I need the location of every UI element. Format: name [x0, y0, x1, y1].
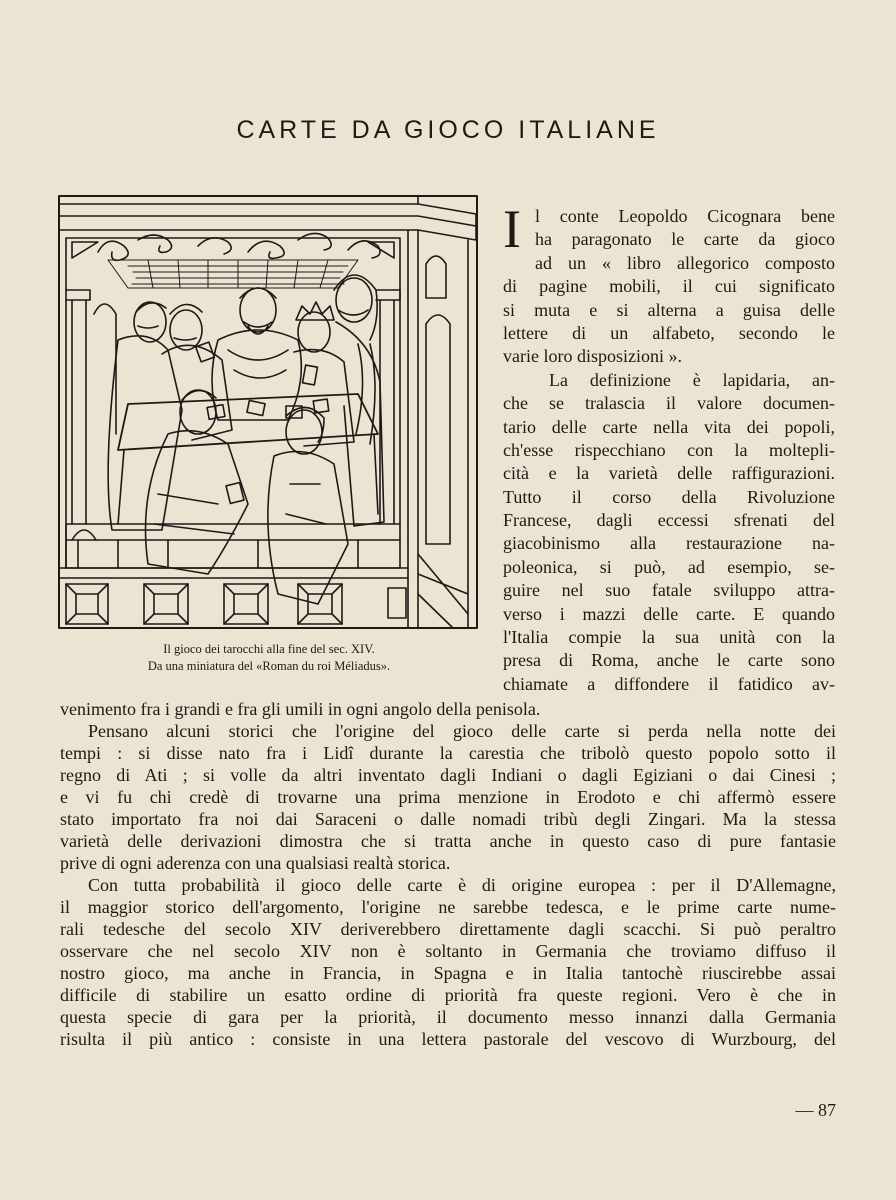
text-line: chiamate a diffondere il fatidico av- [503, 673, 835, 694]
text-line: rali tedesche del secolo XIV deriverebbero direttamente dagli scacchi. Si può peraltro [60, 919, 836, 939]
text-line: questa specie di gara per la priorità, il documento messo innanzi dalla Germania [60, 1007, 836, 1027]
text-line: regno di Ati ; si volle da altri inventato dagli Indiani o dagli Egiziani o dai Cinesi ; [60, 765, 836, 785]
text-line: La definizione è lapidaria, an- [549, 369, 835, 390]
text-line: osservare che nel secolo XIV non è soltanto in Germania che troviamo diffuso il [60, 941, 836, 961]
text-line: l conte Leopoldo Cicognara bene [535, 206, 835, 226]
text-line: risulta il più antico : consiste in una lettera pastorale del vescovo di Wurzbourg, del [60, 1029, 836, 1049]
text-line: di pagine mobili, il cui significato [503, 276, 835, 297]
text-line: nostro gioco, ma anche in Francia, in Spagna e in Italia tantochè riuscirebbe assai [60, 963, 836, 983]
right-column-text [503, 199, 835, 696]
text-line: varietà delle derivazioni dimostra che si tratta anche in questo caso di pure fantasie [60, 831, 836, 851]
text-line: poleonica, si può, ad esempio, se- [503, 556, 835, 577]
text-line: Pensano alcuni storici che l'origine del gioco delle carte si perda nella notte dei [88, 721, 836, 741]
text-line: lettere di un alfabeto, secondo le [503, 322, 835, 343]
text-line: varie loro disposizioni ». [503, 346, 682, 367]
page-number: — 87 [795, 1100, 836, 1120]
text-line: si muta e si alterna a guisa delle [503, 299, 835, 320]
text-line: e vi fu chi credè di trovarne una prima menzione in Erodoto e chi affermò essere [60, 787, 836, 807]
caption-line-1: Il gioco dei tarocchi alla fine del sec. XIV. [163, 642, 375, 656]
text-line: venimento fra i grandi e fra gli umili in ogni angolo della penisola. [60, 699, 541, 719]
text-line: difficile di stabilire un esatto ordine di priorità fra queste regioni. Vero è che in [60, 985, 836, 1005]
drop-cap: I [503, 199, 521, 259]
text-line: il maggior storico dell'argomento, l'origine ne sarebbe tedesca, e le prime carte nume- [60, 897, 836, 917]
text-line: giacobinismo alla restaurazione na- [503, 533, 835, 554]
text-line: tario delle carte nella vita dei popoli, [503, 416, 835, 437]
text-line: ad un « libro allegorico composto [535, 252, 835, 273]
text-line: tempi : si disse nato fra i Lidî durante la carestia che tribolò questo popolo sotto il [60, 743, 836, 763]
full-width-text [60, 698, 836, 1050]
text-line: stato importato fra noi dai Saraceni o dalle nomadi tribù degli Zingari. Ma la stessa [60, 809, 836, 829]
caption-line-2: Da una miniatura del «Roman du roi Méliadus». [147, 659, 391, 673]
page-title: CARTE DA GIOCO ITALIANE [236, 116, 660, 144]
text-line: guire nel suo fatale sviluppo attra- [503, 580, 835, 601]
text-line: Tutto il corso della Rivoluzione [503, 486, 835, 507]
text-line: ha paragonato le carte da gioco [535, 229, 835, 250]
text-line: che se tralascia il valore documen- [503, 393, 835, 414]
text-line: prive di ogni aderenza con una qualsiasi realtà storica. [60, 853, 451, 873]
text-line: Con tutta probabilità il gioco delle carte è di origine europea : per il D'Allemagne, [88, 875, 836, 895]
text-line: ch'esse rispecchiano con la moltepli- [503, 439, 835, 460]
figure-caption [60, 641, 478, 675]
text-line: verso i mazzi delle carte. E quando [503, 603, 835, 624]
text-line: Francese, dagli eccessi sfrenati del [503, 510, 835, 531]
text-line: presa di Roma, anche le carte sono [503, 650, 835, 671]
tarot-game-illustration [58, 194, 480, 632]
text-line: l'Italia compie la sua unità con la [503, 627, 835, 648]
text-line: cità e la varietà delle raffigurazioni. [503, 463, 835, 484]
